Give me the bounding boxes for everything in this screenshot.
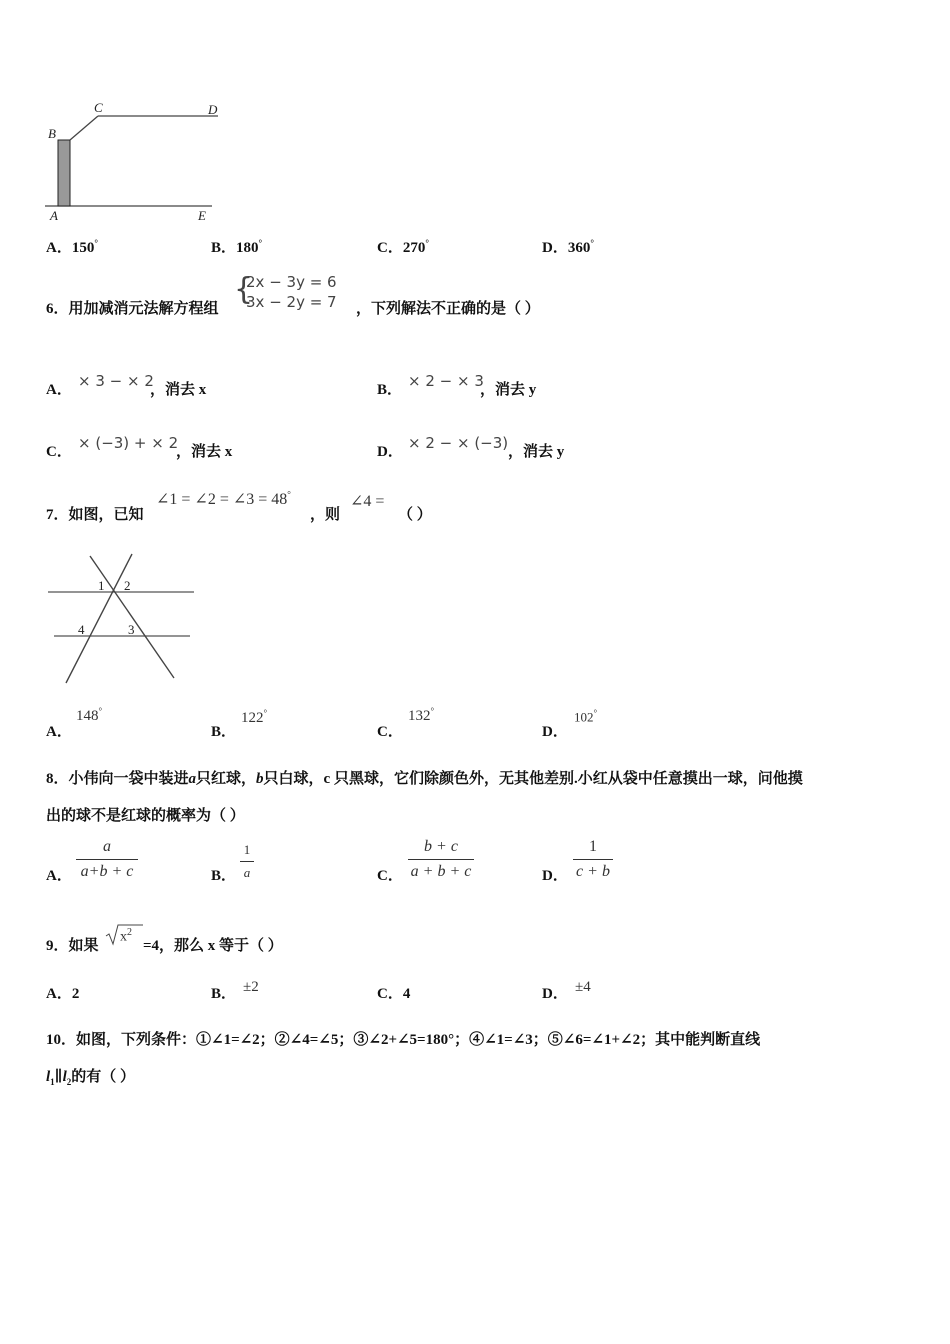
q6-stem-post: ，下列解法不正确的是（ ） <box>356 301 540 317</box>
q8-line-2: 出的球不是红球的概率为（ ） <box>46 808 245 824</box>
figure-q7 <box>44 548 200 690</box>
q6-option-d-letter[interactable]: D． <box>377 444 403 460</box>
q9-option-c[interactable]: C．4 <box>377 986 411 1002</box>
q6-stem-pre: 6．用加减消元法解方程组 <box>46 301 219 317</box>
q5-option-a[interactable]: A．150° <box>46 238 98 256</box>
fig7-label-2: 2 <box>124 578 131 593</box>
q8-option-c-fraction: b + c a + b + c <box>408 838 474 881</box>
q6-option-d-expr: × 2 − × (−3) <box>408 434 509 452</box>
q5-option-c[interactable]: C．270° <box>377 238 429 256</box>
fig7-label-3: 3 <box>128 622 135 637</box>
q7-option-a-value: 148° <box>76 706 103 724</box>
fig5-label-b: B <box>48 126 56 141</box>
q6-option-a-expr: × 3 − × 2 <box>78 372 154 390</box>
q9-option-b-value: ±2 <box>243 979 259 995</box>
q8-option-b-fraction: 1 a <box>240 842 254 881</box>
q6-equation-1: 2x − 3y = 6 <box>246 273 337 291</box>
q6-equation-2: 3x − 2y = 7 <box>246 293 337 311</box>
q7-stem-pre: 7．如图，已知 <box>46 507 144 523</box>
fig5-label-e: E <box>198 208 206 223</box>
q7-option-b-value: 122° <box>241 708 268 726</box>
q9-option-d-value: ±4 <box>575 979 591 995</box>
q7-option-a-letter[interactable]: A． <box>46 724 72 740</box>
q5-option-b[interactable]: B．180° <box>211 238 263 256</box>
q5-option-d[interactable]: D．360° <box>542 238 594 256</box>
q7-option-d-value: 102° <box>574 708 598 725</box>
q6-option-c-tail: ，消去 x <box>176 444 233 460</box>
q7-given: ∠1 = ∠2 = ∠3 = 48° <box>156 489 291 508</box>
q8-option-a-letter[interactable]: A． <box>46 868 72 884</box>
q6-option-c-letter[interactable]: C． <box>46 444 72 460</box>
q7-stem-post: （ ） <box>398 507 432 523</box>
q6-option-b-letter[interactable]: B． <box>377 382 403 398</box>
q7-option-b-letter[interactable]: B． <box>211 724 237 740</box>
q10-line-2: $l_1\parallel l_2$的有（ ） <box>46 1069 136 1087</box>
q6-option-a-tail: ，消去 x <box>150 382 207 398</box>
q7-option-c-value: 132° <box>408 706 435 724</box>
fig5-label-c: C <box>94 100 103 115</box>
q6-option-b-tail: ，消去 y <box>480 382 537 398</box>
q8-option-c-letter[interactable]: C． <box>377 868 403 884</box>
q9-option-b-letter[interactable]: B． <box>211 986 237 1002</box>
q9-option-d-letter[interactable]: D． <box>542 986 568 1002</box>
q9-radicand: $x^2$ <box>120 927 132 945</box>
q6-system-brace: { <box>234 272 254 307</box>
figure-q5 <box>40 98 230 226</box>
fig7-label-1: 1 <box>98 578 105 593</box>
q8-line-1: 8．小伟向一袋中装进a只红球，b只白球，c 只黑球，它们除颜色外，无其他差别.小红从袋中任意摸出一球，问他摸 <box>46 771 803 787</box>
q6-option-d-tail: ，消去 y <box>508 444 565 460</box>
fig5-label-d: D <box>208 102 218 117</box>
fig7-label-4: 4 <box>78 622 85 637</box>
q7-option-c-letter[interactable]: C． <box>377 724 403 740</box>
q7-stem-mid: ，则 <box>310 507 341 523</box>
fig5-label-a: A <box>50 208 58 223</box>
q8-option-b-letter[interactable]: B． <box>211 868 237 884</box>
q6-option-a-letter[interactable]: A． <box>46 382 72 398</box>
q6-option-c-expr: × (−3) + × 2 <box>78 434 179 452</box>
q10-line-1: 10．如图，下列条件：①∠1=∠2；②∠4=∠5；③∠2+∠5=180°；④∠1=∠3；⑤∠6=∠1+∠2；其中能判断直线 <box>46 1032 761 1048</box>
q9-stem-post: =4，那么 x 等于（ ） <box>143 938 283 954</box>
q8-option-d-fraction: 1 c + b <box>573 838 613 881</box>
q7-option-d-letter[interactable]: D． <box>542 724 568 740</box>
q9-stem-pre: 9．如果 <box>46 938 99 954</box>
q8-option-a-fraction: a a+b + c <box>76 838 138 881</box>
q8-option-d-letter[interactable]: D． <box>542 868 568 884</box>
q7-ask: ∠4 = <box>350 493 385 510</box>
q9-option-a[interactable]: A．2 <box>46 986 80 1002</box>
q6-option-b-expr: × 2 − × 3 <box>408 372 484 390</box>
